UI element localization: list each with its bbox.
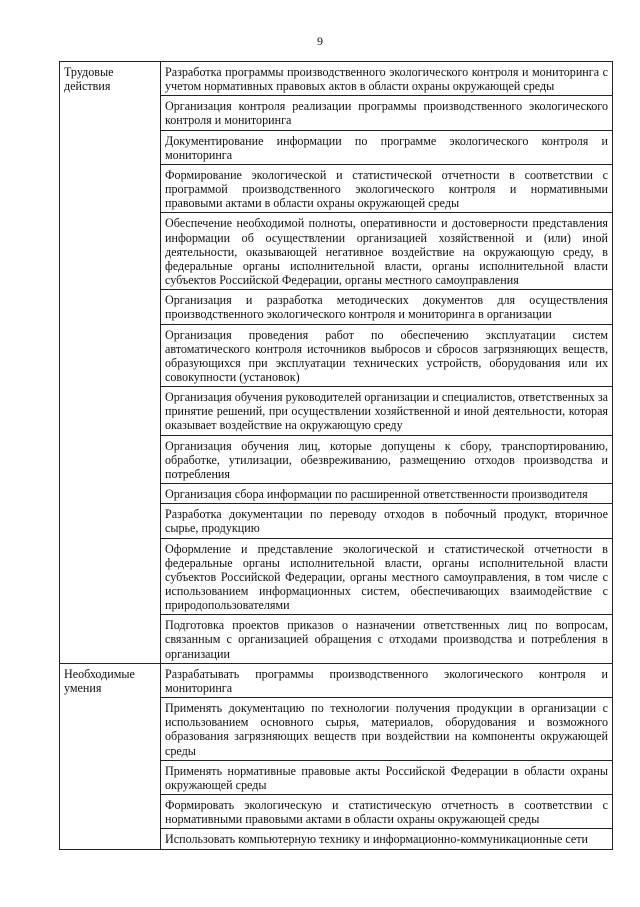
item-description: Организация сбора информации по расширенной ответственности производителя [161, 484, 613, 504]
item-description: Организация проведения работ по обеспечению эксплуатации систем автоматического контроля источников выбросов и сбросов загрязняющих веществ, образующихся при эксплуатации технических устройств, оборудования или их совокупности (установок) [161, 324, 613, 387]
item-description: Организация обучения руководителей организации и специалистов, ответственных за принятие решений, при осуществлении хозяйственной и иной деятельности, которая оказывает воздействие на окружающую среду [161, 387, 613, 435]
item-description: Разрабатывать программы производственного экологического контроля и мониторинга [161, 663, 613, 697]
section-label: Необходимые умения [60, 663, 161, 849]
item-description: Разработка документации по переводу отходов в побочный продукт, вторичное сырье, продукцию [161, 504, 613, 538]
item-description: Применять нормативные правовые акты Российской Федерации в области охраны окружающей среды [161, 760, 613, 794]
item-description: Использовать компьютерную технику и информационно-коммуникационные сети [161, 829, 613, 849]
item-description: Документирование информации по программе экологического контроля и мониторинга [161, 130, 613, 164]
item-description: Применять документацию по технологии получения продукции в организации с использованием основного сырья, материалов, оборудования и возможного образования загрязняющих веществ при воздействии на компоненты окружающей среды [161, 698, 613, 761]
item-description: Разработка программы производственного экологического контроля и мониторинга с учетом нормативных правовых актов в области охраны окружающей среды [161, 62, 613, 96]
table-row [60, 62, 613, 96]
page-number: 9 [317, 34, 323, 48]
item-description: Оформление и представление экологической и статистической отчетности в федеральные органы исполнительной власти, органы исполнительной власти субъектов Российской Федерации, органы местного самоуправления, в том числе с использованием информационных систем, обеспечивающих взаимодействие с природопользователями [161, 538, 613, 615]
item-description: Формировать экологическую и статистическую отчетность в соответствии с нормативными правовыми актами в области охраны окружающей среды [161, 795, 613, 829]
section-label: Трудовые действия [60, 62, 161, 664]
item-description: Обеспечение необходимой полноты, оперативности и достоверности представления информации об осуществлении организацией хозяйственной и (или) иной деятельности, оказывающей негативное воздействие на окружающую среду, в федеральные органы исполнительной власти, органы исполнительной власти субъектов Российской Федерации, органы местного самоуправления [161, 213, 613, 290]
item-description: Организация обучения лиц, которые допущены к сбору, транспортированию, обработке, утилизации, обезвреживанию, размещению отходов производства и потребления [161, 435, 613, 483]
item-description: Организация контроля реализации программы производственного экологического контроля и мониторинга [161, 96, 613, 130]
item-description: Формирование экологической и статистической отчетности в соответствии с программой производственного экологического контроля и нормативными правовыми актами в области охраны окружающей среды [161, 164, 613, 212]
table-row [60, 663, 613, 697]
competency-table [59, 61, 613, 850]
table-body [60, 62, 613, 850]
item-description: Подготовка проектов приказов о назначении ответственных лиц по вопросам, связанным с организацией обращения с отходами производства и потребления в организации [161, 615, 613, 663]
item-description: Организация и разработка методических документов для осуществления производственного экологического контроля и мониторинга в организации [161, 290, 613, 324]
